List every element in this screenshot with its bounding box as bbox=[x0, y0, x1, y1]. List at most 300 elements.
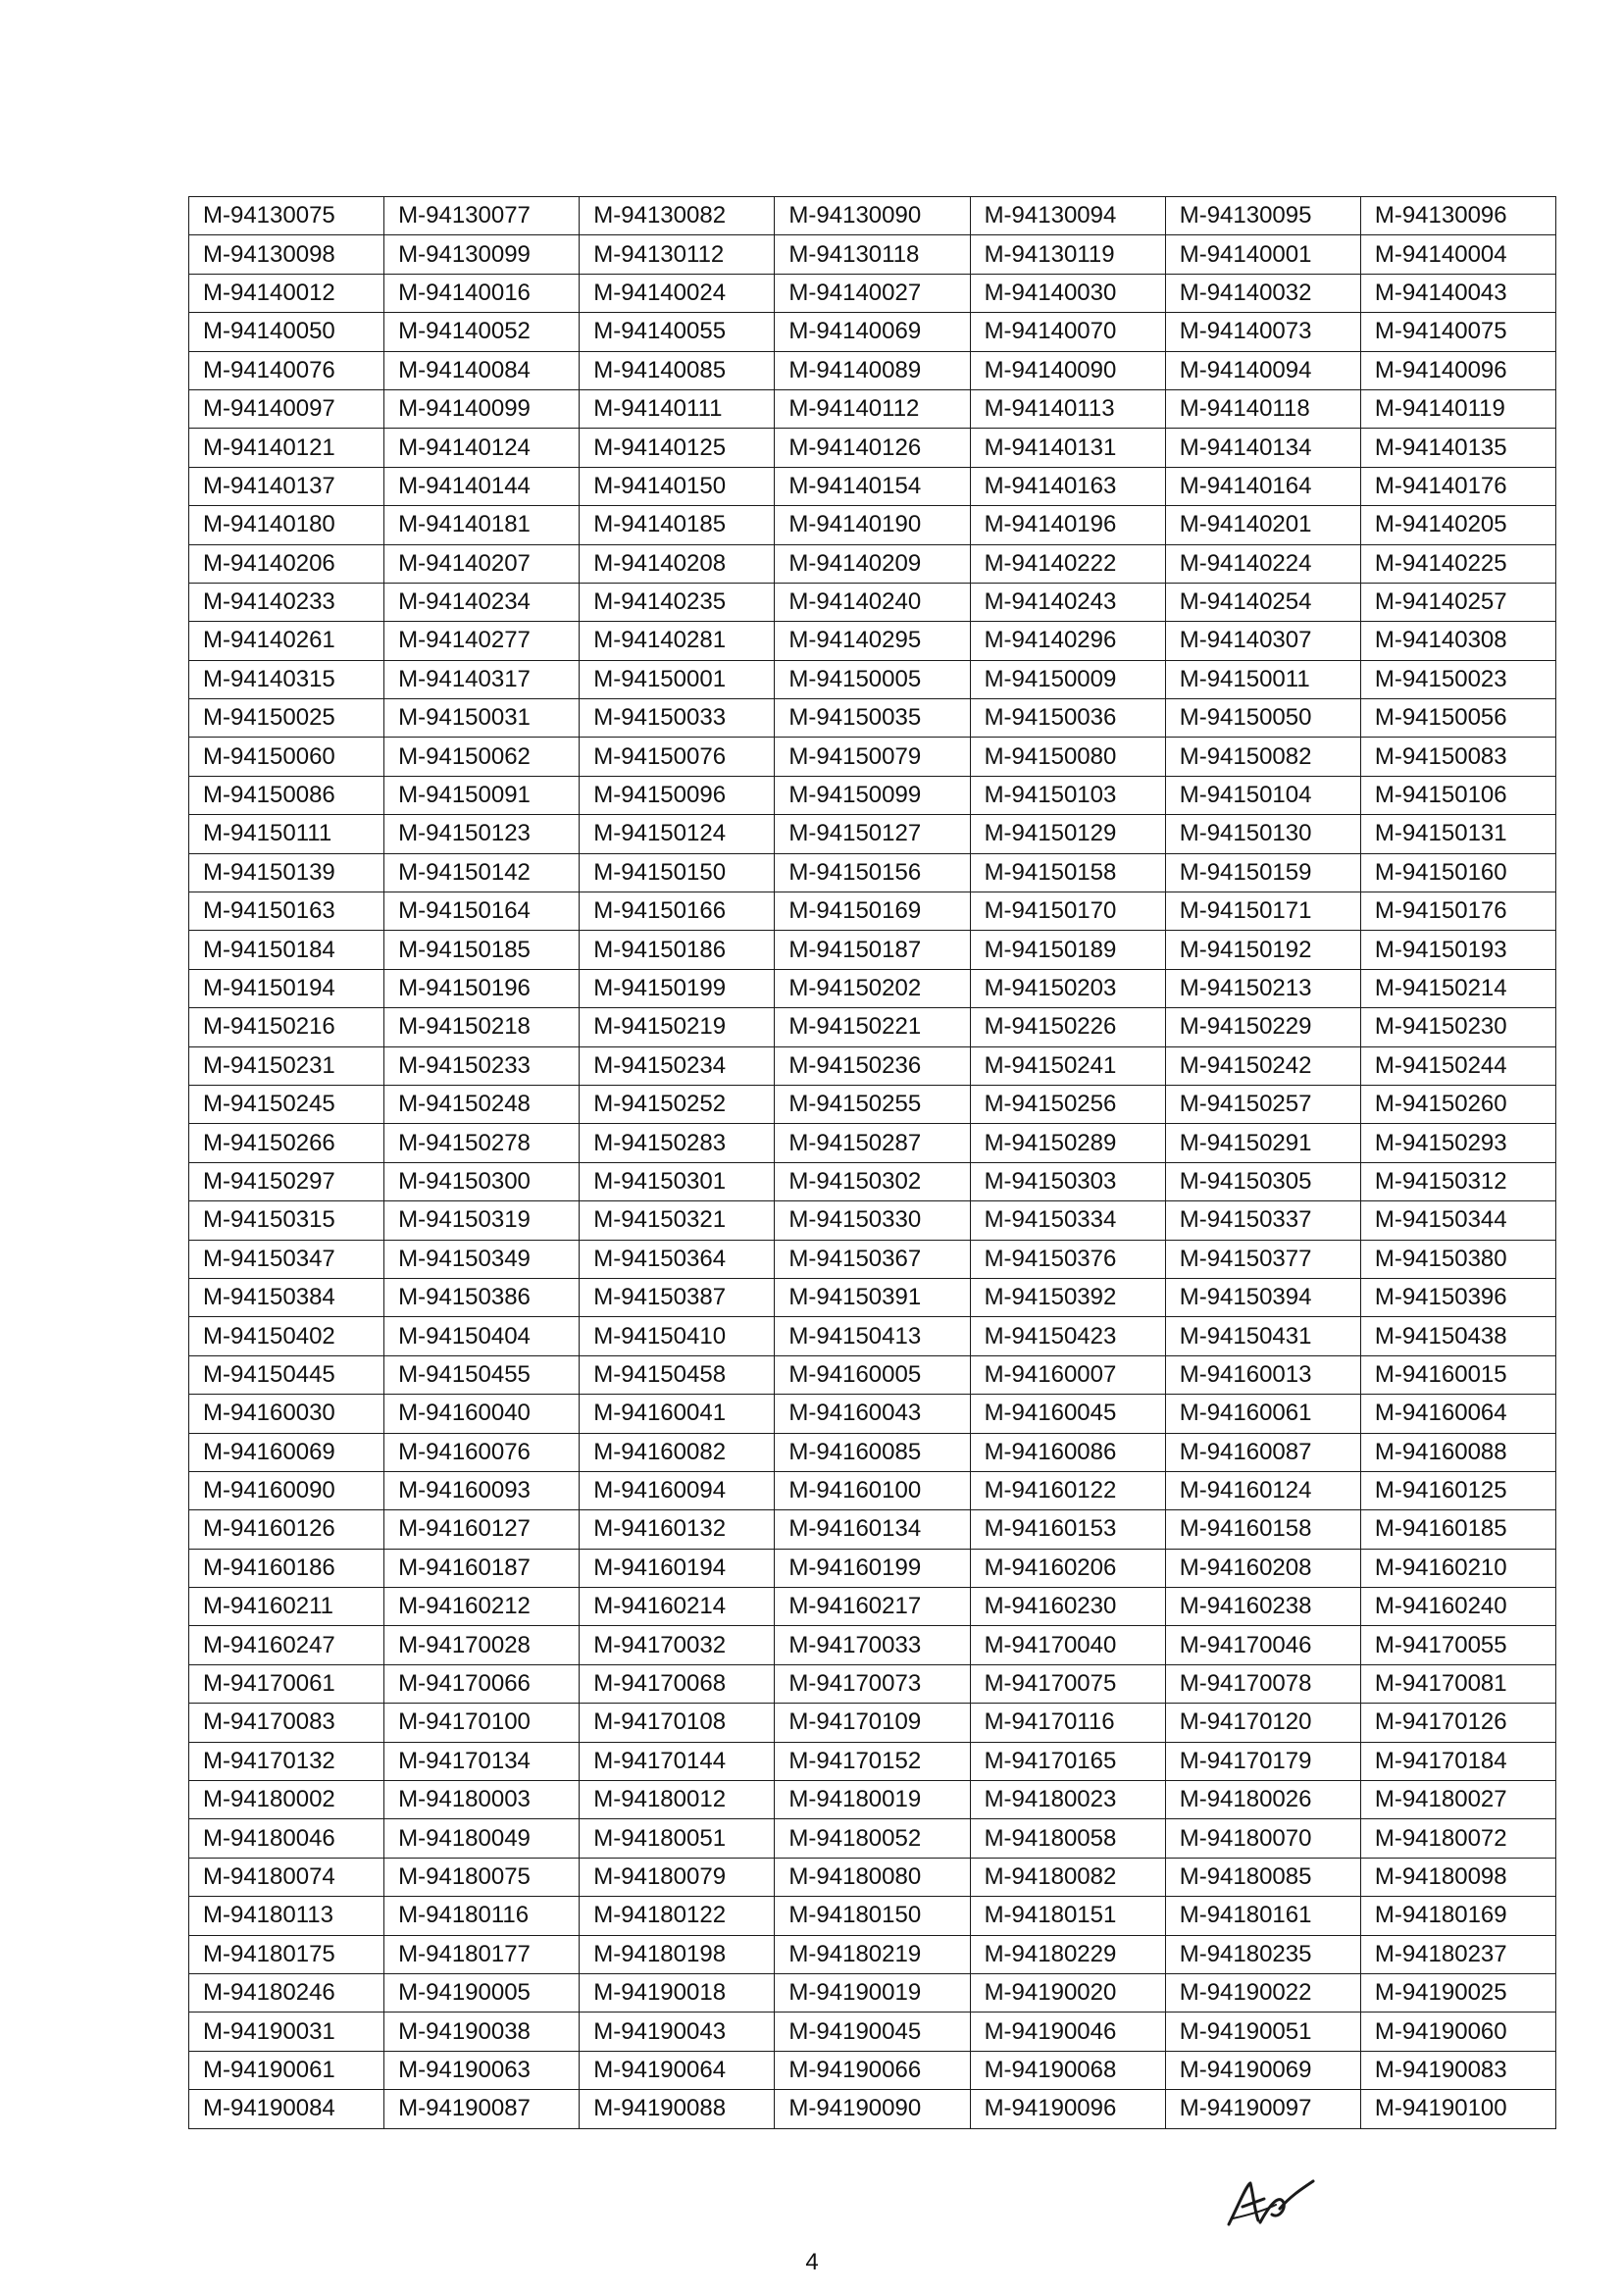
table-cell: M-94140027 bbox=[775, 274, 970, 312]
table-cell: M-94160007 bbox=[970, 1355, 1165, 1394]
table-cell: M-94150303 bbox=[970, 1162, 1165, 1200]
table-cell: M-94150218 bbox=[384, 1008, 580, 1046]
table-cell: M-94150245 bbox=[189, 1085, 384, 1123]
table-cell: M-94150291 bbox=[1165, 1124, 1360, 1162]
table-cell: M-94150344 bbox=[1360, 1201, 1555, 1240]
handwritten-signature-icon bbox=[1221, 2175, 1319, 2234]
table-row bbox=[189, 351, 1556, 389]
table-cell: M-94170040 bbox=[970, 1626, 1165, 1664]
table-cell: M-94140207 bbox=[384, 544, 580, 583]
table-cell: M-94150082 bbox=[1165, 738, 1360, 776]
table-cell: M-94140121 bbox=[189, 429, 384, 467]
table-cell: M-94170109 bbox=[775, 1704, 970, 1742]
table-cell: M-94150242 bbox=[1165, 1046, 1360, 1085]
table-cell: M-94170126 bbox=[1360, 1704, 1555, 1742]
table-row bbox=[189, 1162, 1556, 1200]
table-cell: M-94150347 bbox=[189, 1240, 384, 1278]
table-cell: M-94180012 bbox=[580, 1781, 775, 1819]
table-cell: M-94180019 bbox=[775, 1781, 970, 1819]
table-cell: M-94140024 bbox=[580, 274, 775, 312]
table-cell: M-94190088 bbox=[580, 2090, 775, 2128]
table-cell: M-94160086 bbox=[970, 1433, 1165, 1471]
table-cell: M-94170073 bbox=[775, 1664, 970, 1703]
table-cell: M-94190046 bbox=[970, 2013, 1165, 2051]
table-cell: M-94160187 bbox=[384, 1549, 580, 1587]
table-cell: M-94140254 bbox=[1165, 583, 1360, 621]
table-cell: M-94150199 bbox=[580, 969, 775, 1007]
table-row bbox=[189, 1201, 1556, 1240]
table-cell: M-94140281 bbox=[580, 622, 775, 660]
table-cell: M-94150142 bbox=[384, 853, 580, 892]
table-cell: M-94170061 bbox=[189, 1664, 384, 1703]
table-cell: M-94170032 bbox=[580, 1626, 775, 1664]
table-cell: M-94140154 bbox=[775, 467, 970, 505]
table-cell: M-94140075 bbox=[1360, 313, 1555, 351]
table-row bbox=[189, 583, 1556, 621]
table-cell: M-94150255 bbox=[775, 1085, 970, 1123]
table-cell: M-94160082 bbox=[580, 1433, 775, 1471]
table-cell: M-94150139 bbox=[189, 853, 384, 892]
table-cell: M-94160041 bbox=[580, 1395, 775, 1433]
table-cell: M-94160238 bbox=[1165, 1588, 1360, 1626]
table-cell: M-94190090 bbox=[775, 2090, 970, 2128]
table-cell: M-94150150 bbox=[580, 853, 775, 892]
table-row bbox=[189, 429, 1556, 467]
table-cell: M-94150193 bbox=[1360, 931, 1555, 969]
table-cell: M-94170068 bbox=[580, 1664, 775, 1703]
table-cell: M-94180026 bbox=[1165, 1781, 1360, 1819]
table-cell: M-94150289 bbox=[970, 1124, 1165, 1162]
table-row bbox=[189, 1471, 1556, 1509]
table-cell: M-94150106 bbox=[1360, 776, 1555, 814]
table-cell: M-94150394 bbox=[1165, 1278, 1360, 1316]
table-cell: M-94180246 bbox=[189, 1973, 384, 2012]
table-cell: M-94140073 bbox=[1165, 313, 1360, 351]
table-cell: M-94190043 bbox=[580, 2013, 775, 2051]
table-cell: M-94150305 bbox=[1165, 1162, 1360, 1200]
table-cell: M-94150214 bbox=[1360, 969, 1555, 1007]
table-cell: M-94150050 bbox=[1165, 699, 1360, 738]
table-cell: M-94160015 bbox=[1360, 1355, 1555, 1394]
table-row bbox=[189, 506, 1556, 544]
table-cell: M-94150260 bbox=[1360, 1085, 1555, 1123]
table-cell: M-94140222 bbox=[970, 544, 1165, 583]
table-cell: M-94170081 bbox=[1360, 1664, 1555, 1703]
table-cell: M-94140205 bbox=[1360, 506, 1555, 544]
table-row bbox=[189, 1046, 1556, 1085]
table-cell: M-94150387 bbox=[580, 1278, 775, 1316]
table-cell: M-94140235 bbox=[580, 583, 775, 621]
table-row bbox=[189, 815, 1556, 853]
table-cell: M-94150196 bbox=[384, 969, 580, 1007]
table-cell: M-94140135 bbox=[1360, 429, 1555, 467]
table-cell: M-94150302 bbox=[775, 1162, 970, 1200]
table-row bbox=[189, 892, 1556, 931]
table-cell: M-94190025 bbox=[1360, 1973, 1555, 2012]
table-row bbox=[189, 1433, 1556, 1471]
table-cell: M-94150230 bbox=[1360, 1008, 1555, 1046]
table-cell: M-94150319 bbox=[384, 1201, 580, 1240]
table-cell: M-94140050 bbox=[189, 313, 384, 351]
table-cell: M-94130082 bbox=[580, 197, 775, 235]
table-cell: M-94150266 bbox=[189, 1124, 384, 1162]
table-cell: M-94150349 bbox=[384, 1240, 580, 1278]
table-cell: M-94150171 bbox=[1165, 892, 1360, 931]
table-cell: M-94160030 bbox=[189, 1395, 384, 1433]
table-cell: M-94150231 bbox=[189, 1046, 384, 1085]
table-row bbox=[189, 1355, 1556, 1394]
table-cell: M-94160153 bbox=[970, 1510, 1165, 1549]
table-cell: M-94150202 bbox=[775, 969, 970, 1007]
table-cell: M-94180072 bbox=[1360, 1819, 1555, 1858]
table-cell: M-94170046 bbox=[1165, 1626, 1360, 1664]
table-cell: M-94180051 bbox=[580, 1819, 775, 1858]
table-row bbox=[189, 467, 1556, 505]
table-cell: M-94150330 bbox=[775, 1201, 970, 1240]
table-cell: M-94150184 bbox=[189, 931, 384, 969]
table-cell: M-94170152 bbox=[775, 1742, 970, 1780]
table-cell: M-94150166 bbox=[580, 892, 775, 931]
table-cell: M-94160240 bbox=[1360, 1588, 1555, 1626]
table-cell: M-94180177 bbox=[384, 1935, 580, 1973]
table-cell: M-94180169 bbox=[1360, 1897, 1555, 1935]
table-cell: M-94150283 bbox=[580, 1124, 775, 1162]
table-row bbox=[189, 1549, 1556, 1587]
table-cell: M-94150410 bbox=[580, 1317, 775, 1355]
table-cell: M-94160076 bbox=[384, 1433, 580, 1471]
table-cell: M-94160124 bbox=[1165, 1471, 1360, 1509]
table-cell: M-94150192 bbox=[1165, 931, 1360, 969]
table-cell: M-94130077 bbox=[384, 197, 580, 235]
table-cell: M-94180075 bbox=[384, 1858, 580, 1896]
table-cell: M-94150241 bbox=[970, 1046, 1165, 1085]
table-cell: M-94140201 bbox=[1165, 506, 1360, 544]
table-cell: M-94140090 bbox=[970, 351, 1165, 389]
table-cell: M-94140012 bbox=[189, 274, 384, 312]
table-cell: M-94140016 bbox=[384, 274, 580, 312]
table-cell: M-94190019 bbox=[775, 1973, 970, 2012]
table-cell: M-94160093 bbox=[384, 1471, 580, 1509]
table-cell: M-94160134 bbox=[775, 1510, 970, 1549]
table-cell: M-94150233 bbox=[384, 1046, 580, 1085]
table-cell: M-94150229 bbox=[1165, 1008, 1360, 1046]
table-cell: M-94150076 bbox=[580, 738, 775, 776]
table-cell: M-94150186 bbox=[580, 931, 775, 969]
table-cell: M-94150203 bbox=[970, 969, 1165, 1007]
table-cell: M-94140004 bbox=[1360, 235, 1555, 274]
table-cell: M-94150111 bbox=[189, 815, 384, 853]
table-cell: M-94150124 bbox=[580, 815, 775, 853]
table-cell: M-94170184 bbox=[1360, 1742, 1555, 1780]
table-cell: M-94180122 bbox=[580, 1897, 775, 1935]
table-cell: M-94180113 bbox=[189, 1897, 384, 1935]
table-cell: M-94160210 bbox=[1360, 1549, 1555, 1587]
table-cell: M-94140308 bbox=[1360, 622, 1555, 660]
table-cell: M-94180237 bbox=[1360, 1935, 1555, 1973]
table-cell: M-94150244 bbox=[1360, 1046, 1555, 1085]
table-cell: M-94140208 bbox=[580, 544, 775, 583]
table-row bbox=[189, 1742, 1556, 1780]
table-cell: M-94150035 bbox=[775, 699, 970, 738]
table-cell: M-94170165 bbox=[970, 1742, 1165, 1780]
table-cell: M-94150256 bbox=[970, 1085, 1165, 1123]
table-cell: M-94130075 bbox=[189, 197, 384, 235]
table-row bbox=[189, 776, 1556, 814]
table-row bbox=[189, 1278, 1556, 1316]
table-cell: M-94140150 bbox=[580, 467, 775, 505]
table-cell: M-94150278 bbox=[384, 1124, 580, 1162]
table-cell: M-94160208 bbox=[1165, 1549, 1360, 1587]
table-cell: M-94160247 bbox=[189, 1626, 384, 1664]
table-cell: M-94140125 bbox=[580, 429, 775, 467]
table-cell: M-94190096 bbox=[970, 2090, 1165, 2128]
table-row bbox=[189, 931, 1556, 969]
table-cell: M-94140196 bbox=[970, 506, 1165, 544]
table-cell: M-94150158 bbox=[970, 853, 1165, 892]
table-cell: M-94140070 bbox=[970, 313, 1165, 351]
table-cell: M-94140185 bbox=[580, 506, 775, 544]
table-cell: M-94180070 bbox=[1165, 1819, 1360, 1858]
table-cell: M-94140307 bbox=[1165, 622, 1360, 660]
table-cell: M-94150376 bbox=[970, 1240, 1165, 1278]
table-cell: M-94170066 bbox=[384, 1664, 580, 1703]
table-cell: M-94140043 bbox=[1360, 274, 1555, 312]
table-cell: M-94180219 bbox=[775, 1935, 970, 1973]
table-cell: M-94150455 bbox=[384, 1355, 580, 1394]
table-cell: M-94130090 bbox=[775, 197, 970, 235]
table-cell: M-94170134 bbox=[384, 1742, 580, 1780]
table-cell: M-94190068 bbox=[970, 2051, 1165, 2089]
table-cell: M-94180074 bbox=[189, 1858, 384, 1896]
table-cell: M-94160013 bbox=[1165, 1355, 1360, 1394]
table-cell: M-94150169 bbox=[775, 892, 970, 931]
table-cell: M-94160194 bbox=[580, 1549, 775, 1587]
table-row bbox=[189, 699, 1556, 738]
table-cell: M-94180229 bbox=[970, 1935, 1165, 1973]
table-row bbox=[189, 2090, 1556, 2128]
table-cell: M-94190066 bbox=[775, 2051, 970, 2089]
table-row bbox=[189, 1395, 1556, 1433]
table-cell: M-94140296 bbox=[970, 622, 1165, 660]
table-cell: M-94180080 bbox=[775, 1858, 970, 1896]
table-cell: M-94170120 bbox=[1165, 1704, 1360, 1742]
table-cell: M-94140225 bbox=[1360, 544, 1555, 583]
table-cell: M-94140085 bbox=[580, 351, 775, 389]
table-cell: M-94150164 bbox=[384, 892, 580, 931]
table-cell: M-94140257 bbox=[1360, 583, 1555, 621]
table-row bbox=[189, 197, 1556, 235]
table-cell: M-94150315 bbox=[189, 1201, 384, 1240]
table-cell: M-94140076 bbox=[189, 351, 384, 389]
table-cell: M-94160043 bbox=[775, 1395, 970, 1433]
table-cell: M-94190020 bbox=[970, 1973, 1165, 2012]
table-cell: M-94150392 bbox=[970, 1278, 1165, 1316]
table-cell: M-94150056 bbox=[1360, 699, 1555, 738]
table-cell: M-94180175 bbox=[189, 1935, 384, 1973]
table-cell: M-94160045 bbox=[970, 1395, 1165, 1433]
table-cell: M-94150194 bbox=[189, 969, 384, 1007]
table-row bbox=[189, 738, 1556, 776]
table-cell: M-94150176 bbox=[1360, 892, 1555, 931]
table-cell: M-94150005 bbox=[775, 660, 970, 698]
registration-number-table bbox=[188, 196, 1556, 2129]
table-row bbox=[189, 1317, 1556, 1355]
table-cell: M-94140126 bbox=[775, 429, 970, 467]
table-row bbox=[189, 1510, 1556, 1549]
table-cell: M-94160199 bbox=[775, 1549, 970, 1587]
table-cell: M-94150219 bbox=[580, 1008, 775, 1046]
table-cell: M-94150080 bbox=[970, 738, 1165, 776]
table-cell: M-94140113 bbox=[970, 389, 1165, 428]
table-cell: M-94150413 bbox=[775, 1317, 970, 1355]
table-cell: M-94130118 bbox=[775, 235, 970, 274]
table-cell: M-94140112 bbox=[775, 389, 970, 428]
table-cell: M-94140001 bbox=[1165, 235, 1360, 274]
table-cell: M-94180082 bbox=[970, 1858, 1165, 1896]
table-cell: M-94150293 bbox=[1360, 1124, 1555, 1162]
table-row bbox=[189, 389, 1556, 428]
table-cell: M-94170100 bbox=[384, 1704, 580, 1742]
table-cell: M-94150025 bbox=[189, 699, 384, 738]
table-cell: M-94190069 bbox=[1165, 2051, 1360, 2089]
table-cell: M-94140240 bbox=[775, 583, 970, 621]
table-cell: M-94140163 bbox=[970, 467, 1165, 505]
table-cell: M-94150103 bbox=[970, 776, 1165, 814]
table-cell: M-94130095 bbox=[1165, 197, 1360, 235]
table-cell: M-94140180 bbox=[189, 506, 384, 544]
table-cell: M-94150216 bbox=[189, 1008, 384, 1046]
table-cell: M-94180023 bbox=[970, 1781, 1165, 1819]
table-cell: M-94150297 bbox=[189, 1162, 384, 1200]
table-cell: M-94180085 bbox=[1165, 1858, 1360, 1896]
table-cell: M-94180049 bbox=[384, 1819, 580, 1858]
table-cell: M-94170055 bbox=[1360, 1626, 1555, 1664]
table-cell: M-94150337 bbox=[1165, 1201, 1360, 1240]
table-cell: M-94160185 bbox=[1360, 1510, 1555, 1549]
table-cell: M-94150160 bbox=[1360, 853, 1555, 892]
table-cell: M-94150438 bbox=[1360, 1317, 1555, 1355]
table-cell: M-94150364 bbox=[580, 1240, 775, 1278]
table-cell: M-94150257 bbox=[1165, 1085, 1360, 1123]
table-cell: M-94140111 bbox=[580, 389, 775, 428]
table-cell: M-94150334 bbox=[970, 1201, 1165, 1240]
table-cell: M-94160087 bbox=[1165, 1433, 1360, 1471]
table-cell: M-94180235 bbox=[1165, 1935, 1360, 1973]
table-cell: M-94150386 bbox=[384, 1278, 580, 1316]
table-cell: M-94140084 bbox=[384, 351, 580, 389]
table-cell: M-94150236 bbox=[775, 1046, 970, 1085]
table-cell: M-94150062 bbox=[384, 738, 580, 776]
table-cell: M-94150001 bbox=[580, 660, 775, 698]
table-cell: M-94150123 bbox=[384, 815, 580, 853]
table-cell: M-94180150 bbox=[775, 1897, 970, 1935]
table-cell: M-94140137 bbox=[189, 467, 384, 505]
table-cell: M-94170116 bbox=[970, 1704, 1165, 1742]
table-cell: M-94140209 bbox=[775, 544, 970, 583]
table-row bbox=[189, 622, 1556, 660]
table-cell: M-94180079 bbox=[580, 1858, 775, 1896]
table-cell: M-94150060 bbox=[189, 738, 384, 776]
table-row bbox=[189, 1935, 1556, 1973]
table-row bbox=[189, 853, 1556, 892]
table-cell: M-94140315 bbox=[189, 660, 384, 698]
table-cell: M-94150130 bbox=[1165, 815, 1360, 853]
table-cell: M-94150096 bbox=[580, 776, 775, 814]
table-cell: M-94160217 bbox=[775, 1588, 970, 1626]
table-cell: M-94170108 bbox=[580, 1704, 775, 1742]
table-cell: M-94130096 bbox=[1360, 197, 1555, 235]
table-cell: M-94150185 bbox=[384, 931, 580, 969]
table-cell: M-94160230 bbox=[970, 1588, 1165, 1626]
table-cell: M-94150163 bbox=[189, 892, 384, 931]
table-cell: M-94150380 bbox=[1360, 1240, 1555, 1278]
table-cell: M-94160085 bbox=[775, 1433, 970, 1471]
table-cell: M-94150221 bbox=[775, 1008, 970, 1046]
table-cell: M-94150367 bbox=[775, 1240, 970, 1278]
table-cell: M-94150099 bbox=[775, 776, 970, 814]
table-cell: M-94180161 bbox=[1165, 1897, 1360, 1935]
table-cell: M-94150234 bbox=[580, 1046, 775, 1085]
table-cell: M-94190100 bbox=[1360, 2090, 1555, 2128]
table-row bbox=[189, 1085, 1556, 1123]
table-cell: M-94140261 bbox=[189, 622, 384, 660]
table-cell: M-94150009 bbox=[970, 660, 1165, 698]
table-cell: M-94140295 bbox=[775, 622, 970, 660]
table-cell: M-94150023 bbox=[1360, 660, 1555, 698]
table-cell: M-94140190 bbox=[775, 506, 970, 544]
table-cell: M-94140097 bbox=[189, 389, 384, 428]
table-cell: M-94140176 bbox=[1360, 467, 1555, 505]
table-row bbox=[189, 1240, 1556, 1278]
table-cell: M-94180052 bbox=[775, 1819, 970, 1858]
table-cell: M-94140164 bbox=[1165, 467, 1360, 505]
table-cell: M-94140243 bbox=[970, 583, 1165, 621]
table-cell: M-94190061 bbox=[189, 2051, 384, 2089]
table-cell: M-94160069 bbox=[189, 1433, 384, 1471]
table-cell: M-94140052 bbox=[384, 313, 580, 351]
table-cell: M-94180058 bbox=[970, 1819, 1165, 1858]
table-body bbox=[189, 197, 1556, 2129]
table-cell: M-94150131 bbox=[1360, 815, 1555, 853]
table-cell: M-94150301 bbox=[580, 1162, 775, 1200]
table-row bbox=[189, 2051, 1556, 2089]
table-cell: M-94150189 bbox=[970, 931, 1165, 969]
table-cell: M-94160211 bbox=[189, 1588, 384, 1626]
table-row bbox=[189, 660, 1556, 698]
table-cell: M-94130094 bbox=[970, 197, 1165, 235]
table-cell: M-94150377 bbox=[1165, 1240, 1360, 1278]
table-cell: M-94160132 bbox=[580, 1510, 775, 1549]
table-row bbox=[189, 1858, 1556, 1896]
table-cell: M-94160005 bbox=[775, 1355, 970, 1394]
table-cell: M-94190031 bbox=[189, 2013, 384, 2051]
table-cell: M-94150083 bbox=[1360, 738, 1555, 776]
table-cell: M-94140055 bbox=[580, 313, 775, 351]
table-cell: M-94160158 bbox=[1165, 1510, 1360, 1549]
table-cell: M-94130119 bbox=[970, 235, 1165, 274]
table-cell: M-94140224 bbox=[1165, 544, 1360, 583]
table-row bbox=[189, 1664, 1556, 1703]
table-cell: M-94140030 bbox=[970, 274, 1165, 312]
table-cell: M-94140233 bbox=[189, 583, 384, 621]
table-cell: M-94140094 bbox=[1165, 351, 1360, 389]
table-row bbox=[189, 1781, 1556, 1819]
table-cell: M-94160094 bbox=[580, 1471, 775, 1509]
table-cell: M-94140099 bbox=[384, 389, 580, 428]
table-cell: M-94150031 bbox=[384, 699, 580, 738]
table-row bbox=[189, 235, 1556, 274]
table-cell: M-94150213 bbox=[1165, 969, 1360, 1007]
